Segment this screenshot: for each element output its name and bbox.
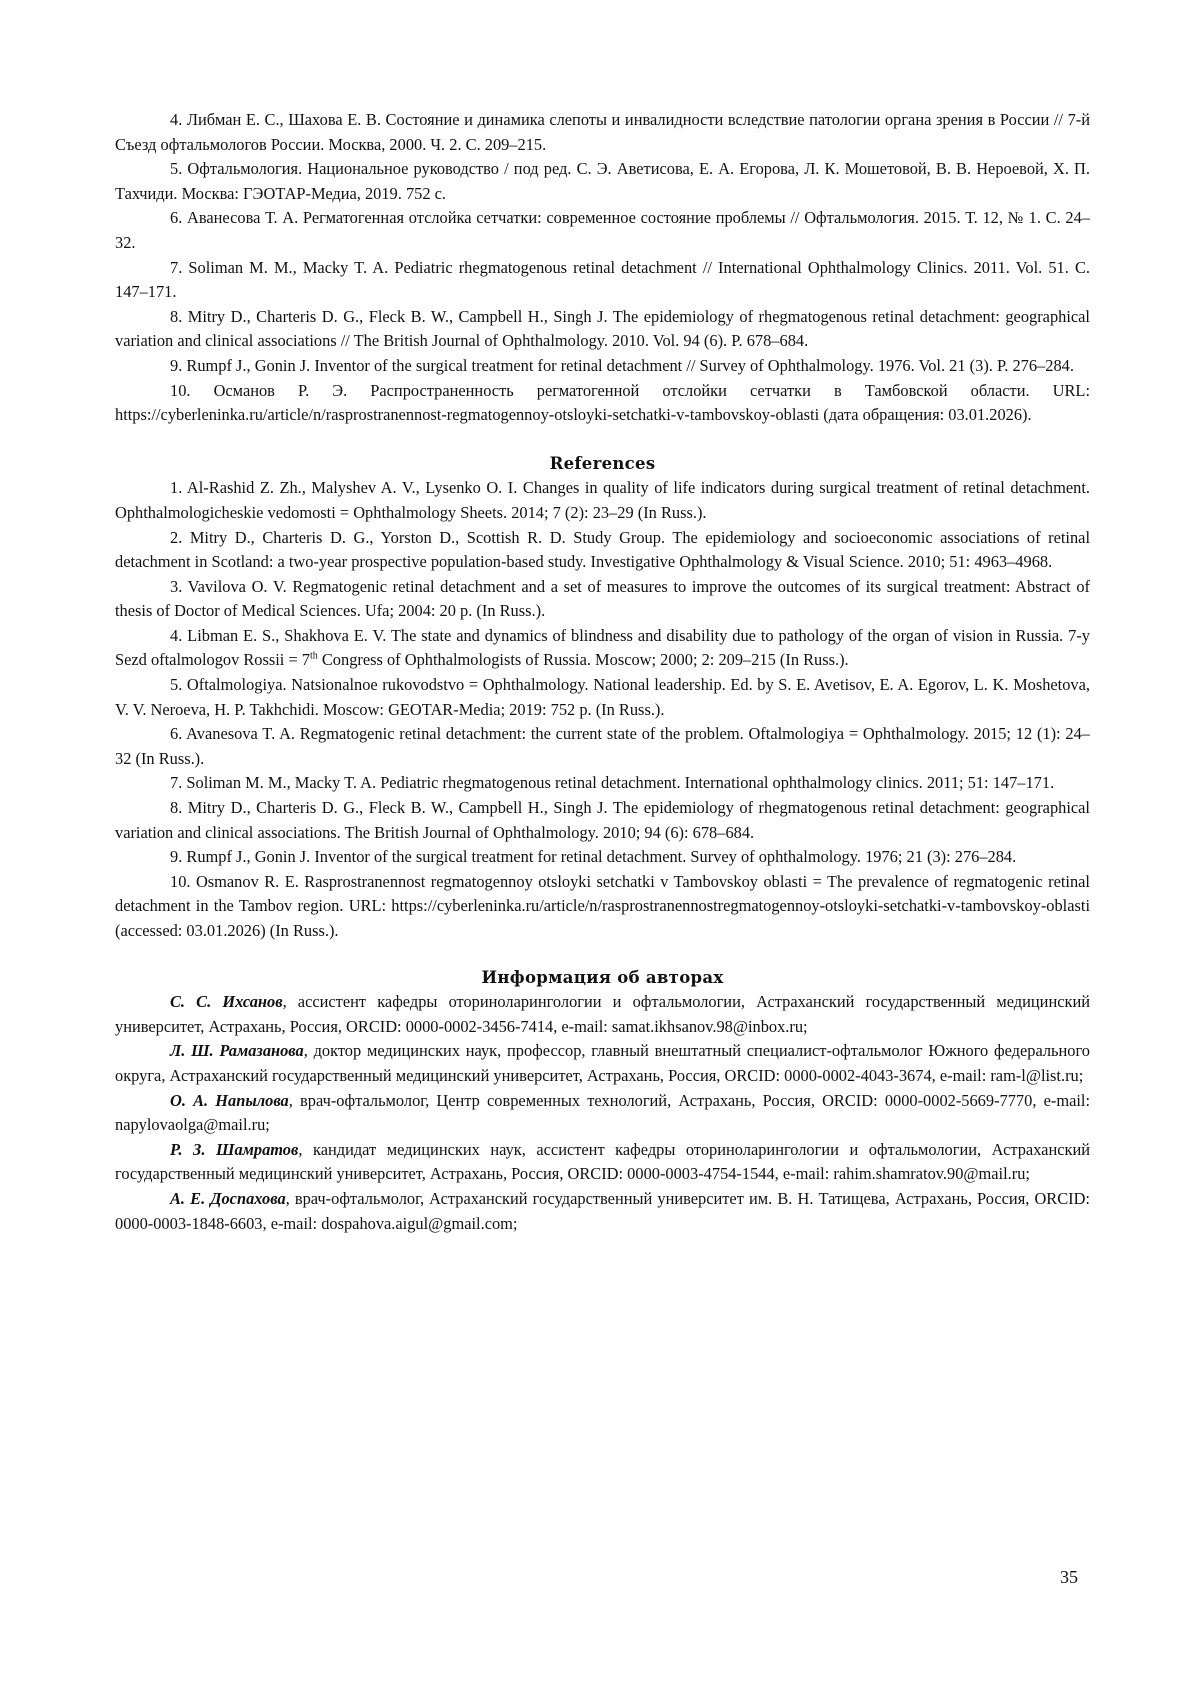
reference-ru-7: 7. Soliman M. M., Macky T. A. Pediatric rhegmatogenous retinal detachment // International Ophthalmology Clinics. 2011. Vol. 51. C. 147–171. [115, 257, 1090, 302]
reference-en-6: 6. Avanesova T. A. Regmatogenic retinal detachment: the current state of the problem. Oftalmologiya = Ophthalmology. 2015; 12 (1): 24–32 (In Russ.). [115, 724, 1090, 768]
reference-en-3: 3. Vavilova O. V. Regmatogenic retinal detachment and a set of measures to improve the outcomes of its surgical treatment: Abstract of thesis of Doctor of Medical Sciences. Ufa; 2004: 20 p. (In Russ.). [115, 576, 1090, 621]
reference-en-4 [115, 624, 1090, 673]
author-entry [115, 1039, 1090, 1088]
reference-en-9: 9. Rumpf J., Gonin J. Inventor of the surgical treatment for retinal detachment. Survey of ophthalmology. 1976; 21 (3): 276–284. [170, 847, 1017, 867]
reference-ru-10: 10. Османов Р. Э. Распространенность регматогенной отслойки сетчатки в Тамбовской области. URL: https://cyberleninka.ru/article/n/rasprostranennost-regmatogennoy-otsloyki-setchatki-v-tambovskoy-oblasti (дата обращения: 03.01.2026). [115, 380, 1090, 425]
english-reference-list [115, 476, 1090, 943]
author-name: О. А. Напылова [170, 1090, 289, 1110]
reference-ru-9: 9. Rumpf J., Gonin J. Inventor of the surgical treatment for retinal detachment // Survey of Ophthalmology. 1976. Vol. 21 (3). P. 276–284. [170, 355, 1074, 375]
author-name: С. С. Ихсанов [170, 992, 283, 1012]
author-list [115, 990, 1090, 1236]
reference-en-10: 10. Osmanov R. E. Rasprostranennost regmatogennoy otsloyki setchatki v Tambovskoy oblasti = The prevalence of regmatogenic retinal detachment in the Tambov region. URL: https://cyberleninka.ru/article/n/rasprostranennostregmatogennoy-otsloyki-setchatki-v-tambovskoy-oblasti (accessed: 03.01.2026) (In Russ.). [115, 871, 1090, 940]
reference-en-1: 1. Al-Rashid Z. Zh., Malyshev A. V., Lysenko O. I. Changes in quality of life indicators during surgical treatment of retinal detachment. Ophthalmologicheskie vedomosti = Ophthalmology Sheets. 2014; 7 (2): 23–29 (In Russ.). [115, 478, 1090, 522]
reference-ru-5: 5. Офтальмология. Национальное руководство / под ред. С. Э. Аветисова, Е. А. Егорова, Л. К. Мошетовой, В. В. Нероевой, Х. П. Тахчиди. Москва: ГЭОТАР-Медиа, 2019. 752 с. [115, 159, 1090, 203]
page-content [115, 108, 1090, 1236]
author-details: , кандидат медицинских наук, ассистент кафедры оториноларингологии и офтальмологии, Астраханский государственный медицинский университет, Астрахань, Россия, ORCID: 0000-0003-4754-1544, e-mail: rahim.shamratov.90@mail.ru; [115, 1139, 1090, 1184]
author-entry [115, 1138, 1090, 1187]
reference-en-5: 5. Oftalmologiya. Natsionalnoe rukovodstvo = Ophthalmology. National leadership. Ed. by S. E. Avetisov, E. A. Egorov, L. K. Moshetova, V. V. Neroeva, H. P. Takhchidi. Moscow: GEOTAR-Media; 2019: 752 p. (In Russ.). [115, 675, 1090, 719]
russian-reference-list [115, 108, 1090, 428]
author-details: , врач-офтальмолог, Астраханский государственный университет им. В. Н. Татищева, Астрахань, Россия, ORCID: 0000-0003-1848-6603, e-mail: dospahova.aigul@gmail.com; [115, 1188, 1090, 1233]
references-heading: References [549, 453, 656, 473]
reference-ru-8: 8. Mitry D., Charteris D. G., Fleck B. W., Campbell H., Singh J. The epidemiology of rhegmatogenous retinal detachment: geographical variation and clinical associations // The British Journal of Ophthalmology. 2010. Vol. 94 (6). P. 678–684. [115, 306, 1090, 351]
author-entry [115, 1089, 1090, 1138]
page-number: 35 [1060, 1567, 1078, 1587]
reference-en-4-text: 4. Libman E. S., Shakhova E. V. The state and dynamics of blindness and disability due to pathology of the organ of vision in Russia. 7-y Sezd oftalmologov Rossii = 7 [115, 625, 1090, 670]
reference-en-7: 7. Soliman M. M., Macky T. A. Pediatric rhegmatogenous retinal detachment. International ophthalmology clinics. 2011; 51: 147–171. [170, 773, 1055, 793]
reference-en-2: 2. Mitry D., Charteris D. G., Yorston D., Scottish R. D. Study Group. The epidemiology and socioeconomic associations of retinal detachment in Scotland: a two-year prospective population-based study. Investigative Ophthalmology & Visual Science. 2010; 51: 4963–4968. [115, 527, 1090, 572]
author-name: Р. З. Шамратов [170, 1139, 299, 1159]
author-name: Л. Ш. Рамазанова [170, 1041, 304, 1061]
author-name: А. Е. Доспахова [170, 1188, 286, 1208]
reference-en-4-text-end: Congress of Ophthalmologists of Russia. Moscow; 2000; 2: 209–215 (In Russ.). [317, 650, 849, 670]
author-details: , доктор медицинских наук, профессор, главный внештатный специалист-офтальмолог Южного федерального округа, Астраханский государственный медицинский университет, Астрахань, Россия, ORCID: 0000-0002-4043-3674, e-mail: ram-l@list.ru; [115, 1041, 1091, 1085]
reference-ru-6: 6. Аванесова Т. А. Регматогенная отслойка сетчатки: современное состояние проблемы // Офтальмология. 2015. Т. 12, № 1. С. 24–32. [115, 208, 1090, 252]
author-details: , ассистент кафедры оториноларингологии и офтальмологии, Астраханский государственный медицинский университет, Астрахань, Россия, ORCID: 0000-0002-3456-7414, e-mail: samat.ikhsanov.98@inbox.ru; [115, 992, 1090, 1036]
reference-en-4-sup: th [310, 651, 318, 662]
author-entry [115, 990, 1090, 1039]
reference-en-8: 8. Mitry D., Charteris D. G., Fleck B. W., Campbell H., Singh J. The epidemiology of rhegmatogenous retinal detachment: geographical variation and clinical associations. The British Journal of Ophthalmology. 2010; 94 (6): 678–684. [115, 798, 1090, 842]
authors-heading: Информация об авторах [481, 967, 724, 987]
reference-ru-4: 4. Либман Е. С., Шахова Е. В. Состояние и динамика слепоты и инвалидности вследствие патологии органа зрения в России // 7-й Съезд офтальмологов России. Москва, 2000. Ч. 2. С. 209–215. [115, 110, 1090, 154]
author-details: , врач-офтальмолог, Центр современных технологий, Астрахань, Россия, ORCID: 0000-0002-5669-7770, e-mail: napylovaolga@mail.ru; [115, 1090, 1091, 1135]
author-entry [115, 1187, 1090, 1236]
